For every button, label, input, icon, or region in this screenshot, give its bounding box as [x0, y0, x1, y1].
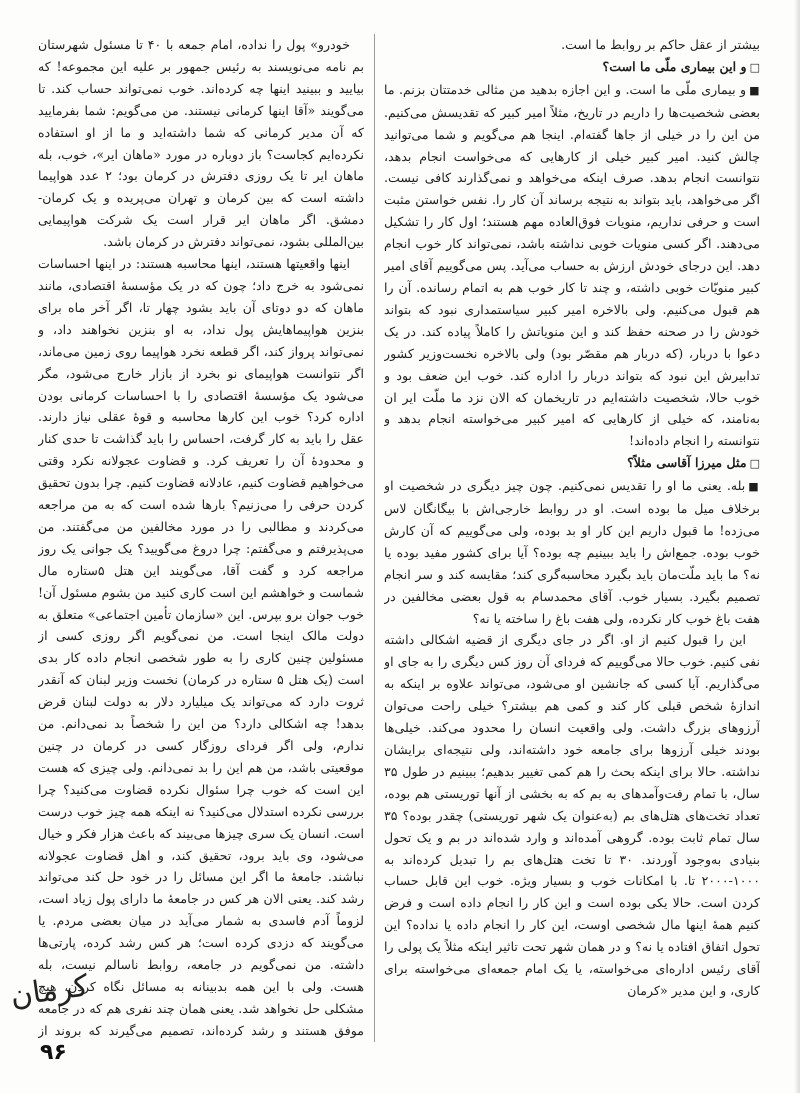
kerman-logo: کرمان: [8, 968, 91, 1014]
text-paragraph: [384, 79, 760, 452]
question-paragraph: [384, 56, 760, 79]
paragraph-text: و بیماری ملّی ما است. و این اجازه بدهید من مثالی خدمتتان بزنم. ما بعضی شخصیت‌ها را داریم در تاریخ، مثلاً امیر کبیر که تقدیسش می‌کنیم. من این را در خیلی از جاها گفته‌ام. اینجا هم می‌گویم و شما می‌توانید چالش کنید. امیر کبیر خیلی از کارهایی که می‌خواست انجام بدهد، نتوانست انجام بدهد. صرف اینکه می‌خواهد و نمی‌گذارند کافی نیست. اگر می‌خواهد، باید بتواند به نتیجه برساند آن کار را. نفس خواستن مثبت است و حرفی نداریم، منویات فوق‌العاده مهم هستند؛ اول کار را تشکیل می‌دهند. اگر کسی منویات خوبی نداشته باشد، نمی‌تواند کار خوب انجام دهد. این درجای خودش ارزش به حساب می‌آید. پس می‌گوییم آقای امیر کبیر منویّات خوبی داشته، و چند تا کار خوب هم به اتمام رسانده. آن را هم قبول می‌کنیم. ولی بالاخره امیر کبیر سیاستمداری نبود که بتواند خودش را در صحنه حفظ کند و این منویاتش را کاملاً پیاده کند. در یک دعوا با دربار، (که دربار هم مقصّر بود) ولی بالاخره نخست‌وزیر کشور تدابیرش این نبود که بتواند دربار را اداره کند. خوب این ضعف بود و خوب حالا، شخصیت داشته‌ایم در تاریخمان که الان نزد ما ملّت ایر ان به‌نامند، که خیلی از کارهایی که امیر کبیر می‌خواسته انجام بدهد و نتوانسته را انجام داده‌اند!: [384, 81, 760, 449]
text-paragraph: [38, 253, 364, 1042]
text-paragraph: [38, 34, 364, 253]
question-marker-icon: □: [749, 60, 760, 74]
question-marker-icon: □: [749, 457, 760, 471]
paragraph-text: و این بیماری ملّی ما است؟: [602, 58, 747, 74]
paragraph-text: مثل میرزا آقاسی مثلاً؟: [627, 455, 747, 471]
text-paragraph: [384, 34, 760, 56]
page-number: ۹۶: [40, 1040, 67, 1065]
answer-marker-icon: ■: [748, 480, 760, 494]
text-paragraph: [384, 629, 760, 1001]
paragraph-text: بیشتر از عقل حاکم بر روابط ما است.: [561, 37, 760, 52]
question-paragraph: [384, 452, 760, 475]
paragraph-text: این را قبول کنیم از او. اگر در جای دیگری از قضیه اشکالی داشته نفی کنیم. خوب حالا می‌گوییم که فردای آن روز کس دیگری را به جای او می‌گذاریم. آیا کسی که جانشین او می‌شود، می‌تواند علاوه بر اینکه به اندازهٔ شخص قبلی کار کند و کمی هم بیشتر؟ خیلی راحت می‌توان آرزوهای بزرگ داشت. ولی واقعیت انسان را محدود می‌کند. خیلی‌ها بودند خیلی آرزوها برای جامعه خود داشته‌اند، ولی نتیجه‌ای برایشان نداشته. حالا برای اینکه بحث را هم کمی تغییر بدهیم؛ ببینیم در طول ۳۵ سال، با تمام رفت‌وآمدهای به بم که به بخشی از آنها توریستی هم بوده، تعداد تخت‌های هتل‌های بم (به‌عنوان یک شهر توریستی) چقدر بوده؟ ۳۵ سال تمام ثابت بوده. گروهی آمده‌اند و وارد شده‌اند در بم و یک تحول بنیادی به‌وجود آوردند. ۳۰ تا تخت هتل‌های بم را تبدیل کرده‌اند به ۱۰۰۰-۲۰۰۰ تا. با امکانات خوب و بسیار ویژه. خوب این قابل حساب کردن است. حالا یکی بوده است و این کار را انجام داده است و فرض کنیم همهٔ اینها مال شخصی اوست، این کار را انجام داده یا نداده؟ این تحول اتفاق افتاده یا نه؟ و در همان شهر تحت تاثیر اینکه مثلاً یک پولی را آقای رئیس اداره‌ای می‌خواسته، یا یک امام جمعه‌ای می‌خواسته برای کاری، و این مدیر «کرمان: [384, 632, 760, 998]
left-text-column: [38, 34, 364, 1042]
page-edge-shadow: [794, 0, 800, 1093]
text-paragraph: [384, 475, 760, 629]
paragraph-text: بله. یعنی ما او را تقدیس نمی‌کنیم. چون چیز دیگری در شخصیت او برخلاف میل ما بوده است. او در روابط خارجی‌اش با بیگانگان لاس می‌زده! ما قبول داریم این کار او بد بوده، ولی می‌گوییم که آن کارش خوب بوده. جمع‌اش را باید ببینیم چه بوده؟ آیا برای کشور مفید بوده یا نه؟ ما باید ملّت‌مان باید بگیرد محاسبه‌گری کند؛ مقایسه کند و سر انجام تصمیم بگیرد. بسیار خوب. آقای محمدسام به قول بعضی مخالفین در هفت باغ خوب کار نکرده، ولی هفت باغ را ساخته یا نه؟: [384, 478, 760, 626]
answer-marker-icon: ■: [749, 83, 760, 97]
column-divider: [374, 34, 375, 1042]
paragraph-text: خودرو» پول را نداده، امام جمعه با ۴۰ تا مسئول شهرستان بم نامه می‌نویسند به رئیس جمهور بر علیه این مجموعه! که بیایید و ببینید اینها چه کرده‌اند. خوب نمی‌تواند حساب کند. تا می‌گویند «آقا اینها کرمانی نیستند. من می‌گویم: شما بفرمایید که آن مدیر کرمانی که شما داشته‌اید و ما از او استفاده نکرده‌ایم کجاست؟ باز دوباره در مورد «ماهان ایر»، خوب، بله ماهان ایر تا یک روزی دفترش در کرمان بود؛ ۲ عدد هواپیما داشته است که بین کرمان و تهران می‌پریده و یک کرمان-دمشق. اگر ماهان ایر قرار است یک شرکت هواپیمایی بین‌المللی بشود، نمی‌تواند دفترش در کرمان باشد.: [38, 37, 364, 250]
right-text-column: [384, 34, 760, 1042]
paragraph-text: اینها واقعیتها هستند، اینها محاسبه هستند: در اینها احساسات نمی‌شود به خرج داد؛ چون که در یک مؤسسهٔ اقتصادی، مانند ماهان که دو دوتای آن باید بشود چهار تا، اگر آخر ماه برای بنزین هواپیماهایش پول نداد، به او بنزین نخواهند داد، و نمی‌تواند پرواز کند، اگر قطعه نخرد هواپیما روی زمین می‌ماند، اگر نتوانست هواپیمای نو بخرد از بازار خارج می‌شود، مگر می‌شود یک مؤسسهٔ اقتصادی را با احساسات کرمانی بودن اداره کرد؟ خوب این کارها محاسبه و قوهٔ عقلی نیاز دارند. عقل را باید به کار گرفت، احساس را باید گذاشت تا حدی کنار و محدودهٔ آن را تعریف کرد. و قضاوت عجولانه نکرد وقتی می‌خواهیم قضاوت کنیم، عادلانه قضاوت کنیم. چرا بدون تحقیق کردن حرفی را می‌زنیم؟ بارها شده است که به من مراجعه می‌کردند و مطالبی را در مورد مخالفین من می‌گفتند. من می‌پذیرفتم و می‌گفتم: چرا دروغ می‌گویید؟ یک جوانی یک روز مراجعه کرد و گفت آقا، می‌گویند این هتل ۵ستاره مال شماست و خواهشم این است کاری کنید من بشوم مسئول آن! خوب جوان برو بپرس. این «سازمان تأمین اجتماعی» متعلق به دولت مالک اینجا است. من نمی‌گویم اگر روزی کسی از مسئولین چنین کاری را به طور شخصی انجام داده کار بدی است (یک هتل ۵ ستاره در کرمان) نخست وزیر لبنان که آنقدر ثروت دارد که می‌تواند یک میلیارد دلار به دولت لبنان قرض بدهد! چه اشکالی دارد؟ من این را شخصاً بد نمی‌دانم. من ندارم، ولی اگر فردای روزگار کسی در کرمان در چنین موقعیتی باشد، من هم این را بد نمی‌دانم. ولی چیزی که هست این است که خوب چرا سئوال نکرده قضاوت می‌کنید؟ چرا بررسی نکرده استدلال می‌کنید؟ نه اینکه همه چیز خوب درست است. انسان یک سری چیزها می‌بیند که باعث هزار فکر و خیال می‌شود، وی باید برود، تحقیق کند، و اهل قضاوت عجولانه نباشند. جامعهٔ ما اگر این مسائل را در خود حل کند می‌تواند رشد کند. یعنی الان هر کس در جامعهٔ ما دارای پول زیاد است، لزوماً آدم فاسدی به شمار می‌آید در میان بعضی مردم. یا می‌گویند که دزدی کرده است؛ هر کس رشد کرده، پارتی‌ها داشته. من نمی‌گویم در جامعه، روابط ناسالم نیست، بله هست. ولی با این همه بدبینانه به مسائل نگاه کردن، هیچ مشکلی حل نخواهد شد. یعنی همان چند نفری هم که در جامعه موفق هستند و رشد کرده‌اند، تصمیم می‌گیرند که بروند از: [38, 256, 364, 1038]
